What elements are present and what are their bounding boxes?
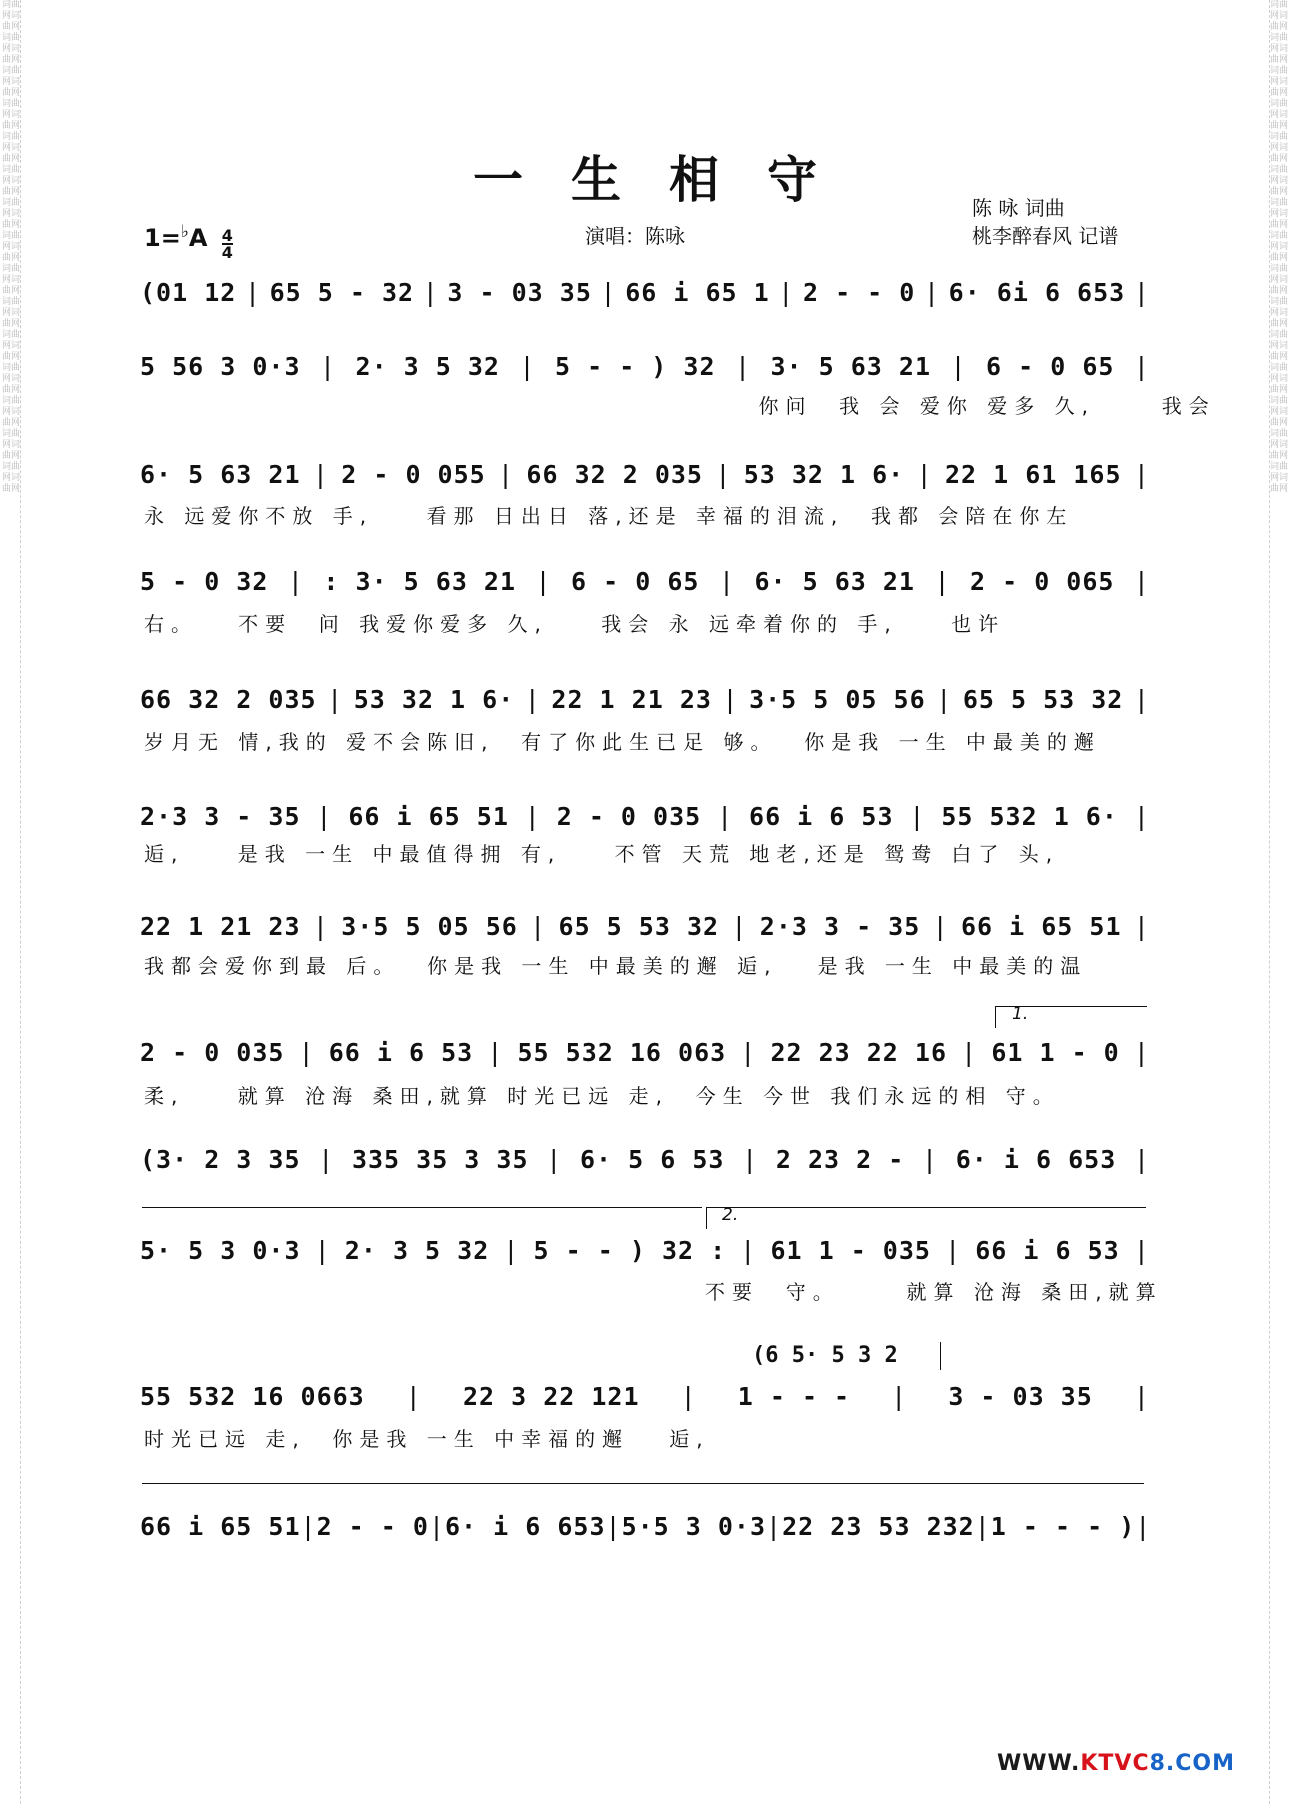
site-logo: WWW.KTVC8.COM xyxy=(996,1751,1235,1776)
bar-line: | xyxy=(916,460,933,489)
bar-line: | xyxy=(936,685,953,714)
volta-1-label: 1. xyxy=(1012,1004,1029,1024)
lyrics-line: 柔, 就算 沧海 桑田,就算 时光已远 走, 今生 今世 我们永远的相 守。 xyxy=(144,1084,1060,1108)
intro-aside: (6 5· 5 3 2 xyxy=(752,1343,898,1368)
bar-line: | xyxy=(498,460,515,489)
key-signature xyxy=(144,222,233,260)
measure: 6· i 6 653 xyxy=(445,1512,606,1541)
time-numerator: 4 xyxy=(221,226,233,245)
score-row xyxy=(140,685,1150,714)
bar-line: | xyxy=(680,1382,697,1411)
measure: 65 5 - 32 xyxy=(269,278,415,307)
bar-line: | xyxy=(734,352,752,381)
bar-line: | xyxy=(314,1236,331,1265)
measure: 5 - - ) 32 xyxy=(554,352,716,381)
bar-line: | xyxy=(287,567,304,596)
bar-line: | xyxy=(319,352,337,381)
bar-line: | xyxy=(1133,1236,1150,1265)
measure: 6· 6i 6 653 xyxy=(948,278,1126,307)
key-note: A xyxy=(188,224,208,252)
time-signature xyxy=(222,228,233,260)
lyrics-line: 不要 守。 就算 沧海 桑田,就算 xyxy=(144,1280,1163,1304)
side-watermark-left: 词曲网词曲网词曲网词曲网词曲网词曲网词曲网词曲网词曲网词曲网词曲网词曲网词曲网词曲网词曲网词曲网词曲网词曲网词曲网词曲网词曲网词曲网词曲网词曲网词曲网词曲网词曲网词曲网词曲网词曲网 xyxy=(2,0,21,1804)
measure: 53 32 1 6· xyxy=(353,685,515,714)
measure: 3·5 5 05 56 xyxy=(749,685,926,714)
measure: 2 - 0 035 xyxy=(556,802,702,831)
score-row xyxy=(140,1236,1150,1265)
lyrics-line: 右。 不要 问 我爱你爱多 久, 我会 永 远牵着你的 手, 也许 xyxy=(144,612,1006,636)
volta-1-hook xyxy=(995,1006,996,1028)
score-row xyxy=(140,460,1150,489)
measure: 22 1 21 23 xyxy=(140,912,301,941)
measure: 66 32 2 035 xyxy=(526,460,703,489)
measure: 5· 5 3 0·3 xyxy=(140,1236,301,1265)
bar-line: | xyxy=(932,912,949,941)
measure: 1 - - - xyxy=(737,1382,851,1411)
bar-line: | xyxy=(524,685,541,714)
bar-line: | xyxy=(318,1145,335,1174)
bar-line: | xyxy=(1133,278,1150,307)
song-title: 一生相守 xyxy=(473,151,865,209)
measure: 2 - 0 035 xyxy=(140,1038,285,1067)
bar-line: | xyxy=(1133,912,1150,941)
measure: 2· 3 5 32 xyxy=(344,1236,490,1265)
bar-line: | xyxy=(722,685,739,714)
measure: 335 35 3 35 xyxy=(351,1145,529,1174)
bar-line: | xyxy=(974,1512,991,1541)
transcriber-credit: 桃李醉春风 记谱 xyxy=(972,224,1119,248)
bar-line: | xyxy=(1135,1512,1152,1541)
bar-line: | xyxy=(1133,1145,1150,1174)
side-watermark-right: 词曲网词曲网词曲网词曲网词曲网词曲网词曲网词曲网词曲网词曲网词曲网词曲网词曲网词曲网词曲网词曲网词曲网词曲网词曲网词曲网词曲网词曲网词曲网词曲网词曲网词曲网词曲网词曲网词曲网词曲网 xyxy=(1269,0,1288,1804)
bar-line: | xyxy=(1133,1038,1150,1067)
score-row xyxy=(140,1038,1150,1067)
bar-line: | xyxy=(605,1512,622,1541)
score-row xyxy=(140,352,1150,381)
measure: 66 i 65 1 xyxy=(625,278,770,307)
measure: 3·5 5 05 56 xyxy=(341,912,518,941)
lyrics-line: 岁月无 情,我的 爱不会陈旧, 有了你此生已足 够。 你是我 一生 中最美的邂 xyxy=(144,730,1101,754)
bar-line: | xyxy=(921,1145,939,1174)
bar-line: | xyxy=(422,278,439,307)
measure: (3· 2 3 35 xyxy=(140,1145,301,1174)
time-denominator: 4 xyxy=(221,243,233,262)
bar-line: | xyxy=(524,802,541,831)
measure: 66 i 6 53 xyxy=(975,1236,1120,1265)
score-row xyxy=(140,278,1150,307)
bar-line: | xyxy=(503,1236,520,1265)
measure: 6· 5 63 21 xyxy=(140,460,301,489)
volta-2-bracket xyxy=(706,1207,1146,1208)
bar-line: | xyxy=(300,1512,317,1541)
measure: 22 1 61 165 xyxy=(944,460,1122,489)
measure: 65 5 53 32 xyxy=(558,912,720,941)
bar-line: | xyxy=(731,912,748,941)
measure: 3 - 03 35 xyxy=(948,1382,1093,1411)
bar-line: | xyxy=(742,1145,759,1174)
bar-line: | xyxy=(961,1038,978,1067)
lyrics-line: 你问 我 会 爱你 爱多 久, 我会 xyxy=(144,394,1216,418)
bar-line: | xyxy=(244,278,261,307)
measure: 53 32 1 6· xyxy=(743,460,905,489)
lyrics-line: 逅, 是我 一生 中最值得拥 有, 不管 天荒 地老,还是 鸳鸯 白了 头, xyxy=(144,842,1060,866)
bar-line: | xyxy=(1133,1382,1150,1411)
bar-line: | xyxy=(535,567,552,596)
bar-line: | xyxy=(1133,802,1150,831)
measure: 2 23 2 - xyxy=(775,1145,905,1174)
score-row xyxy=(140,1145,1150,1174)
measure: 3 - 03 35 xyxy=(447,278,592,307)
measure: 2·3 3 - 35 xyxy=(759,912,921,941)
bar-line: | xyxy=(715,460,732,489)
score-row xyxy=(140,802,1150,831)
bar-line: | xyxy=(312,460,329,489)
measure: 66 i 6 53 xyxy=(749,802,894,831)
measure: 22 1 21 23 xyxy=(551,685,712,714)
measure: 66 i 65 51 xyxy=(348,802,509,831)
measure: 2 - - 0 xyxy=(316,1512,429,1541)
measure: 61 1 - 035 xyxy=(770,1236,931,1265)
bar-line: | xyxy=(428,1512,445,1541)
score-row xyxy=(140,1512,1150,1541)
measure: 2· 3 5 32 xyxy=(355,352,500,381)
bar-line: | xyxy=(934,567,951,596)
bar-line: | xyxy=(891,1382,908,1411)
bar-line: | xyxy=(718,567,735,596)
volta-2-label: 2. xyxy=(722,1205,739,1225)
bar-line: | xyxy=(1133,685,1150,714)
score-row xyxy=(140,912,1150,941)
lyrics-line: 我都会爱你到最 后。 你是我 一生 中最美的邂 逅, 是我 一生 中最美的温 xyxy=(144,954,1088,978)
bar-line: | xyxy=(766,1512,783,1541)
measure: 2 - 0 065 xyxy=(969,567,1115,596)
measure: 5 56 3 0·3 xyxy=(140,352,301,381)
bar-line: | xyxy=(778,278,795,307)
volta-2-hook xyxy=(706,1207,707,1229)
measure: 66 i 65 51 xyxy=(140,1512,301,1541)
measure: 6 - 0 65 xyxy=(986,352,1115,381)
measure: 6· i 6 653 xyxy=(955,1145,1117,1174)
bar-line: | xyxy=(923,278,941,307)
measure: 66 i 6 53 xyxy=(328,1038,474,1067)
measure: 22 23 22 16 xyxy=(770,1038,948,1067)
bar-line: | xyxy=(487,1038,504,1067)
measure: 22 23 53 232 xyxy=(782,1512,975,1541)
bar-line: | xyxy=(546,1145,563,1174)
measure: (01 12 xyxy=(140,278,237,307)
measure: 61 1 - 0 xyxy=(991,1038,1120,1067)
measure: 5·5 3 0·3 xyxy=(621,1512,767,1541)
bar-line: | xyxy=(740,1038,757,1067)
lyrics-line: 永 远爱你不放 手, 看那 日出日 落,还是 幸福的泪流, 我都 会陪在你左 xyxy=(144,504,1074,528)
key-prefix: 1= xyxy=(144,224,181,252)
measure: 1 - - - ) xyxy=(990,1512,1136,1541)
lyrics-line: 时光已远 走, 你是我 一生 中幸福的邂 逅, xyxy=(144,1427,710,1451)
measure: 3· 5 63 21 xyxy=(770,352,932,381)
measure: 55 532 16 063 xyxy=(517,1038,727,1067)
score-row xyxy=(140,1382,1150,1411)
repeat-guide-line xyxy=(142,1207,702,1208)
coda-guide-line xyxy=(142,1483,1144,1484)
measure: : 3· 5 63 21 xyxy=(323,567,517,596)
bar-line: | xyxy=(298,1038,315,1067)
measure: 22 3 22 121 xyxy=(462,1382,640,1411)
composer-credit: 陈 咏 词曲 xyxy=(972,196,1065,220)
bar-line: | xyxy=(519,352,536,381)
measure: 2 - - 0 xyxy=(802,278,916,307)
score-row xyxy=(140,567,1150,596)
measure: 5 - - ) 32 : xyxy=(533,1236,727,1265)
bar-line: | xyxy=(1133,567,1150,596)
bar-line: | xyxy=(405,1382,422,1411)
flat-sign: ♭ xyxy=(180,222,189,242)
measure: 66 i 65 51 xyxy=(961,912,1122,941)
bar-line: | xyxy=(1133,352,1150,381)
bar-line: | xyxy=(316,802,333,831)
measure: 2 - 0 055 xyxy=(341,460,486,489)
measure: 6 - 0 65 xyxy=(571,567,700,596)
intro-aside-bar xyxy=(940,1342,941,1370)
bar-line: | xyxy=(909,802,926,831)
bar-line: | xyxy=(740,1236,757,1265)
bar-line: | xyxy=(950,352,967,381)
bar-line: | xyxy=(312,912,329,941)
measure: 5 - 0 32 xyxy=(140,567,269,596)
singer-credit: 演唱：陈咏 xyxy=(585,224,685,248)
measure: 66 32 2 035 xyxy=(140,685,317,714)
bar-line: | xyxy=(945,1236,962,1265)
measure: 55 532 16 0663 xyxy=(140,1382,365,1411)
bar-line: | xyxy=(530,912,547,941)
measure: 6· 5 63 21 xyxy=(754,567,915,596)
bar-line: | xyxy=(600,278,617,307)
bar-line: | xyxy=(717,802,734,831)
measure: 55 532 1 6· xyxy=(941,802,1118,831)
measure: 65 5 53 32 xyxy=(962,685,1124,714)
bar-line: | xyxy=(327,685,344,714)
bar-line: | xyxy=(1133,460,1150,489)
measure: 6· 5 6 53 xyxy=(579,1145,725,1174)
measure: 2·3 3 - 35 xyxy=(140,802,301,831)
